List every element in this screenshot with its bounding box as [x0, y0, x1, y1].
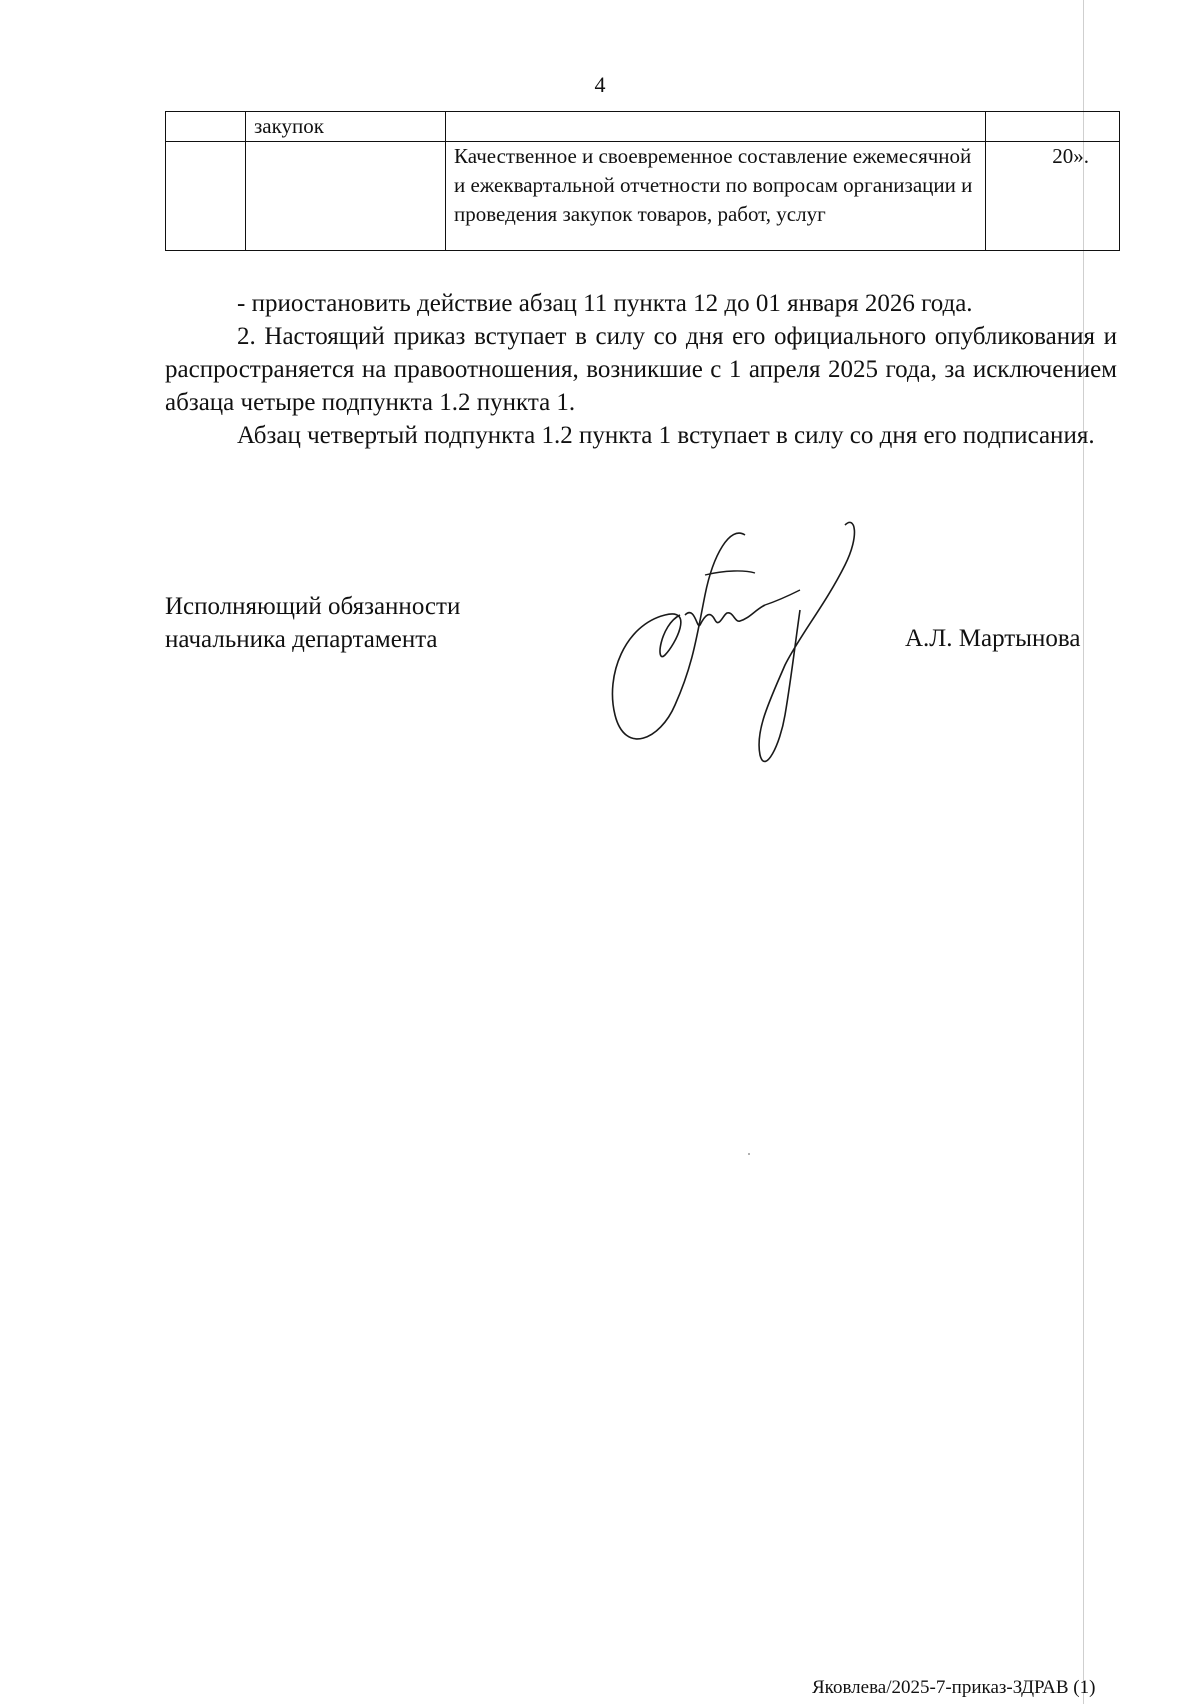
signatory-title-line2: начальника департамента [165, 626, 438, 653]
table-cell-criteria [446, 112, 986, 142]
handwritten-signature [605, 515, 905, 775]
table-cell-value [986, 112, 1120, 142]
table-row [166, 112, 1120, 142]
scan-artifact-dot [748, 1153, 750, 1155]
table-cell-value: 20». [986, 142, 1120, 251]
criteria-table [165, 111, 1120, 251]
signatory-title-line1: Исполняющий обязанности [165, 593, 461, 620]
paragraph-effective: 2. Настоящий приказ вступает в силу со дня его официального опубликования и распространяется на правоотношения, возникшие с 1 апреля 2025 года, за исключением абзаца четыре подпункта 1.2 пункта 1. [165, 323, 1117, 416]
table-cell-number [166, 142, 246, 251]
table-cell-criteria: Качественное и своевременное составление ежемесячной и ежеквартальной отчетности по вопросам организации и проведения закупок товаров, работ, услуг [446, 142, 986, 251]
signatory-name: А.Л. Мартынова [905, 625, 1081, 652]
table-cell-indicator [246, 142, 446, 251]
paragraph-subclause: Абзац четвертый подпункта 1.2 пункта 1 вступает в силу со дня его подписания. [237, 422, 1095, 449]
table-cell-indicator: закупок [246, 112, 446, 142]
body-text [165, 287, 1117, 452]
table-row [166, 142, 1120, 251]
signatory-title [165, 590, 460, 656]
scan-artifact-line [1083, 0, 1084, 1704]
table-cell-number [166, 112, 246, 142]
paragraph-suspend: - приостановить действие абзац 11 пункта 12 до 01 января 2026 года. [237, 290, 973, 317]
page-number: 4 [594, 72, 606, 97]
document-reference: Яковлева/2025-7-приказ-ЗДРАВ (1) [812, 1677, 1096, 1698]
